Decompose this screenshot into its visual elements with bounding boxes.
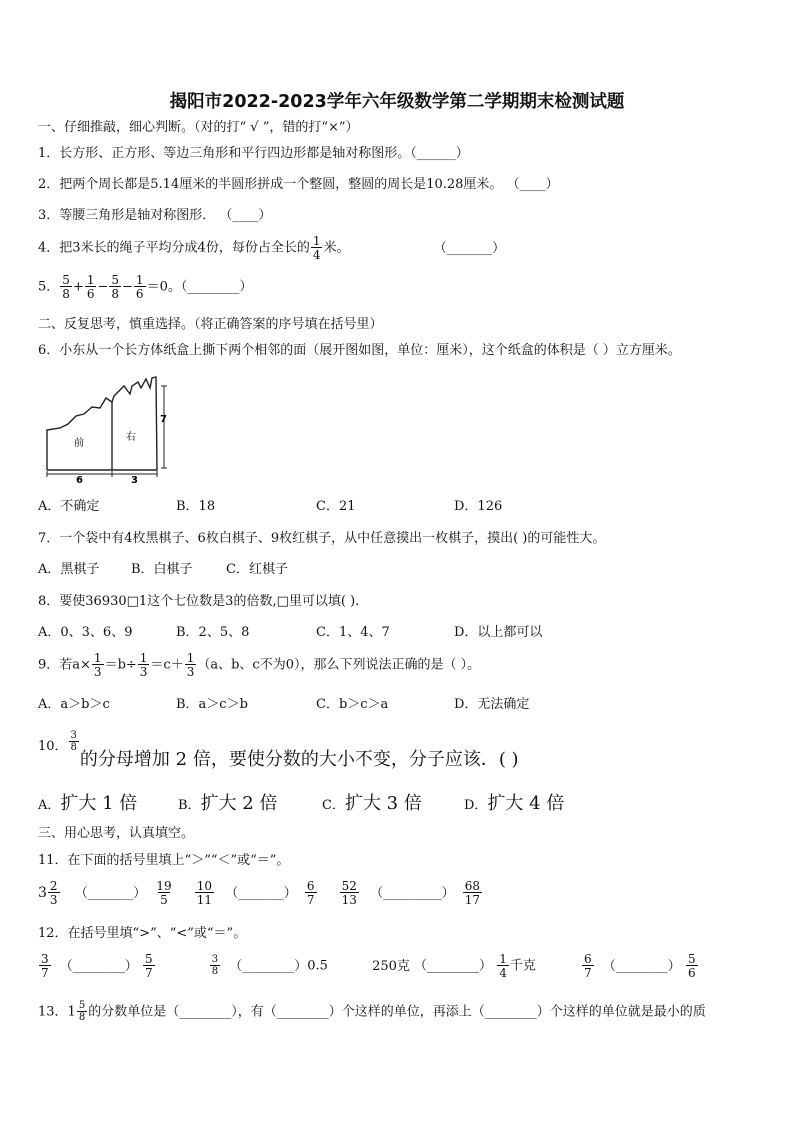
q4-fraction xyxy=(311,235,323,261)
q9-option-a[interactable]: A．a＞b＞c xyxy=(38,697,110,712)
q6-option-a[interactable]: A．不确定 xyxy=(38,499,100,514)
q6-options xyxy=(38,500,502,513)
q6-dim-right-width: 3 xyxy=(131,475,138,486)
q6-dim-height: 7 xyxy=(160,414,167,425)
question-5 xyxy=(38,274,252,300)
q4-text: 4．把3米长的绳子平均分成4份，每份占全长的 xyxy=(38,240,310,256)
q13-text: 的分数单位是（________），有（________）个这样的单位，再添上（________）个这样的单位就是最小的质 xyxy=(88,1004,706,1020)
q11-comparisons xyxy=(38,880,483,906)
q11-f-num: 52 xyxy=(341,879,357,893)
q12-blank-4: （________） xyxy=(602,958,681,974)
q7-options xyxy=(38,563,288,576)
q10-num: 3 xyxy=(70,730,77,741)
q11-e-den: 7 xyxy=(306,893,315,907)
question-4 xyxy=(38,235,505,261)
q11-fraction-b xyxy=(154,880,173,906)
question-12: 12．在括号里填“>”、“<”或“＝”。 xyxy=(38,926,247,941)
q11-b-den: 5 xyxy=(160,893,168,907)
q5-fraction-1 xyxy=(60,274,72,300)
q11-whole: 3 xyxy=(38,885,47,901)
q5-op3: − xyxy=(122,279,133,295)
q9-post: （a、b、c不为0），那么下列说法正确的是（ ）。 xyxy=(197,657,481,673)
q9-f1-num: 1 xyxy=(93,651,102,665)
q10-den: 8 xyxy=(70,742,77,753)
section-1-heading: 一、仔细推敲，细心判断。（对的打“ √ ”，错的打“×”） xyxy=(38,120,359,135)
question-11: 11．在下面的括号里填上“＞”“＜”或“＝”。 xyxy=(38,853,290,868)
q11-fraction-g xyxy=(463,880,482,906)
q10-a-text: 扩大 1 倍 xyxy=(60,793,138,814)
q9-mid1: ＝b÷ xyxy=(104,657,137,673)
q5-f2-den: 6 xyxy=(86,287,95,301)
q12-b-num: 5 xyxy=(144,952,153,966)
q10-d-text: 扩大 4 倍 xyxy=(487,793,565,814)
q9-f1-den: 3 xyxy=(93,665,102,679)
q5-fraction-2 xyxy=(85,274,97,300)
q11-fraction-f xyxy=(340,880,359,906)
q9-options xyxy=(38,698,529,711)
q9-f3-num: 1 xyxy=(186,651,195,665)
q12-kg-unit: 千克 xyxy=(509,958,536,974)
q5-tail: ＝0。（________） xyxy=(146,279,253,295)
q12-e-num: 1 xyxy=(499,952,507,966)
q10-option-c[interactable] xyxy=(322,795,464,813)
q12-f-num: 6 xyxy=(584,952,592,966)
section-3-heading: 三、用心思考，认真填空。 xyxy=(38,826,195,841)
q12-e-den: 4 xyxy=(499,966,507,980)
q5-op2: − xyxy=(97,279,109,295)
q10-fraction xyxy=(69,731,79,753)
question-9 xyxy=(38,652,480,678)
q11-b-num: 19 xyxy=(156,879,172,893)
q10-option-a[interactable] xyxy=(38,795,178,813)
question-13 xyxy=(38,1001,706,1023)
q12-fraction-c xyxy=(210,955,220,977)
q8-options xyxy=(38,626,542,639)
q12-fraction-b xyxy=(143,953,155,979)
q12-blank-2: （________） xyxy=(229,958,308,974)
q12-a-num: 3 xyxy=(41,952,49,966)
q10-options xyxy=(38,795,564,813)
q6-option-d[interactable]: D．126 xyxy=(454,499,503,514)
q12-comparisons xyxy=(38,953,699,979)
q7-option-c[interactable]: C．红棋子 xyxy=(226,562,288,577)
q9-fraction-3 xyxy=(185,652,197,678)
q11-blank-2: （_______） xyxy=(225,885,297,901)
q10-c-letter: C． xyxy=(322,798,345,813)
q12-g-num: 5 xyxy=(687,952,696,966)
page-title: 揭阳市2022-2023学年六年级数学第二学期期末检测试题 xyxy=(169,92,625,112)
question-7: 7．一个袋中有4枚黑棋子、6枚白棋子、9枚红棋子，从中任意摸出一枚棋子，摸出( )的可能性大。 xyxy=(38,531,606,546)
q11-a-num: 2 xyxy=(49,879,58,893)
q12-c-den: 8 xyxy=(211,966,219,977)
q8-option-d[interactable]: D．以上都可以 xyxy=(454,625,543,640)
q5-f3-den: 8 xyxy=(111,287,120,301)
q7-option-a[interactable]: A．黑棋子 xyxy=(38,562,100,577)
q4-blank: （_______） xyxy=(433,240,506,256)
q10-d-letter: D． xyxy=(464,798,488,813)
q11-fraction-c xyxy=(195,880,214,906)
q12-fraction-g xyxy=(686,953,698,979)
q12-c-num: 3 xyxy=(211,954,219,965)
q5-label: 5． xyxy=(38,279,60,295)
q5-op1: + xyxy=(72,279,84,295)
q12-fraction-e xyxy=(497,953,509,979)
q5-f4-num: 1 xyxy=(135,273,144,287)
q4-denominator: 4 xyxy=(312,248,321,262)
q10-text: 的分母增加 2 倍，要使分数的大小不变，分子应该．( ) xyxy=(79,749,519,770)
q9-mid2: ＝c＋ xyxy=(150,657,184,673)
question-8: 8．要使36930□1这个七位数是3的倍数,□里可以填( ). xyxy=(38,594,360,609)
q12-fraction-f xyxy=(582,953,594,979)
q12-fraction-a xyxy=(39,953,51,979)
q12-f-den: 7 xyxy=(584,966,592,980)
q8-option-a[interactable]: A．0、3、6、9 xyxy=(38,625,133,640)
q11-fraction-e xyxy=(305,880,317,906)
q12-grams: 250克 xyxy=(372,958,410,974)
question-10 xyxy=(38,730,519,770)
q13-whole: 1 xyxy=(67,1004,76,1020)
question-3: 3．等腰三角形是轴对称图形． （____） xyxy=(38,208,272,223)
q9-fraction-1 xyxy=(92,652,104,678)
q9-f2-den: 3 xyxy=(139,665,148,679)
q12-g-den: 6 xyxy=(687,966,696,980)
q13-den: 8 xyxy=(78,1012,86,1023)
q5-f4-den: 6 xyxy=(135,287,144,301)
question-2: 2．把两个周长都是5.14厘米的半圆形拼成一个整圆，整圆的周长是10.28厘米。 （____） xyxy=(38,177,559,192)
q5-f1-den: 8 xyxy=(62,287,70,301)
q9-fraction-2 xyxy=(138,652,150,678)
q10-label: 10． xyxy=(38,739,68,754)
q11-f-den: 13 xyxy=(341,893,357,907)
q6-dim-front-width: 6 xyxy=(76,475,83,486)
q12-blank-3: （________） xyxy=(414,958,493,974)
q5-f2-num: 1 xyxy=(86,273,95,287)
section-2-heading: 二、反复思考，慎重选择。（将正确答案的序号填在括号里） xyxy=(38,317,383,332)
q13-fraction xyxy=(77,1001,87,1023)
q10-option-d[interactable] xyxy=(464,795,564,813)
q11-blank-1: （_______） xyxy=(74,885,147,901)
q5-f3-num: 5 xyxy=(111,273,120,287)
q9-f3-den: 3 xyxy=(186,665,195,679)
q11-e-num: 6 xyxy=(306,879,315,893)
q5-fraction-4 xyxy=(134,274,146,300)
q4-unit: 米。 xyxy=(323,240,350,256)
q6-option-b[interactable]: B．18 xyxy=(176,499,216,514)
q11-fraction-a xyxy=(48,880,60,906)
q9-option-b[interactable]: B．a＞c＞b xyxy=(176,697,248,712)
q11-g-num: 68 xyxy=(464,879,480,893)
q9-option-d[interactable]: D．无法确定 xyxy=(454,697,530,712)
q4-numerator: 1 xyxy=(312,234,321,248)
q6-net-figure xyxy=(38,374,168,486)
q9-option-c[interactable]: C．b＞c＞a xyxy=(316,697,389,712)
q12-a-den: 7 xyxy=(41,966,49,980)
question-1: 1．长方形、正方形、等边三角形和平行四边形都是轴对称图形。（______） xyxy=(38,146,469,161)
q11-g-den: 17 xyxy=(464,893,480,907)
q7-option-b[interactable]: B．白棋子 xyxy=(131,562,193,577)
q11-c-den: 11 xyxy=(196,893,213,907)
q10-b-text: 扩大 2 倍 xyxy=(200,793,278,814)
q6-label-right: 右 xyxy=(126,432,136,443)
q12-decimal: 0.5 xyxy=(307,958,328,974)
q10-c-text: 扩大 3 倍 xyxy=(344,793,422,814)
q9-f2-num: 1 xyxy=(139,651,148,665)
question-6: 6．小东从一个长方体纸盒上撕下两个相邻的面（展开图如图，单位：厘米），这个纸盒的体积是（ ）立方厘米。 xyxy=(38,343,681,358)
q11-blank-3: （_________） xyxy=(370,885,455,901)
q11-c-num: 10 xyxy=(196,879,213,893)
q13-num: 5 xyxy=(78,1000,86,1011)
q10-b-letter: B． xyxy=(178,798,201,813)
q10-a-letter: A． xyxy=(38,798,61,813)
q10-option-b[interactable] xyxy=(178,795,322,813)
q8-option-c[interactable]: C．1、4、7 xyxy=(316,625,390,640)
q6-label-front: 前 xyxy=(74,438,84,449)
q6-option-c[interactable]: C．21 xyxy=(316,499,356,514)
q12-b-den: 7 xyxy=(144,966,153,980)
q5-fraction-3 xyxy=(109,274,121,300)
q9-pre: 9．若a× xyxy=(38,657,91,673)
q12-blank-1: （________） xyxy=(59,958,138,974)
q13-label: 13． xyxy=(38,1004,68,1020)
q5-f1-num: 5 xyxy=(62,273,70,287)
q11-a-den: 3 xyxy=(49,893,58,907)
q8-option-b[interactable]: B．2、5、8 xyxy=(176,625,250,640)
